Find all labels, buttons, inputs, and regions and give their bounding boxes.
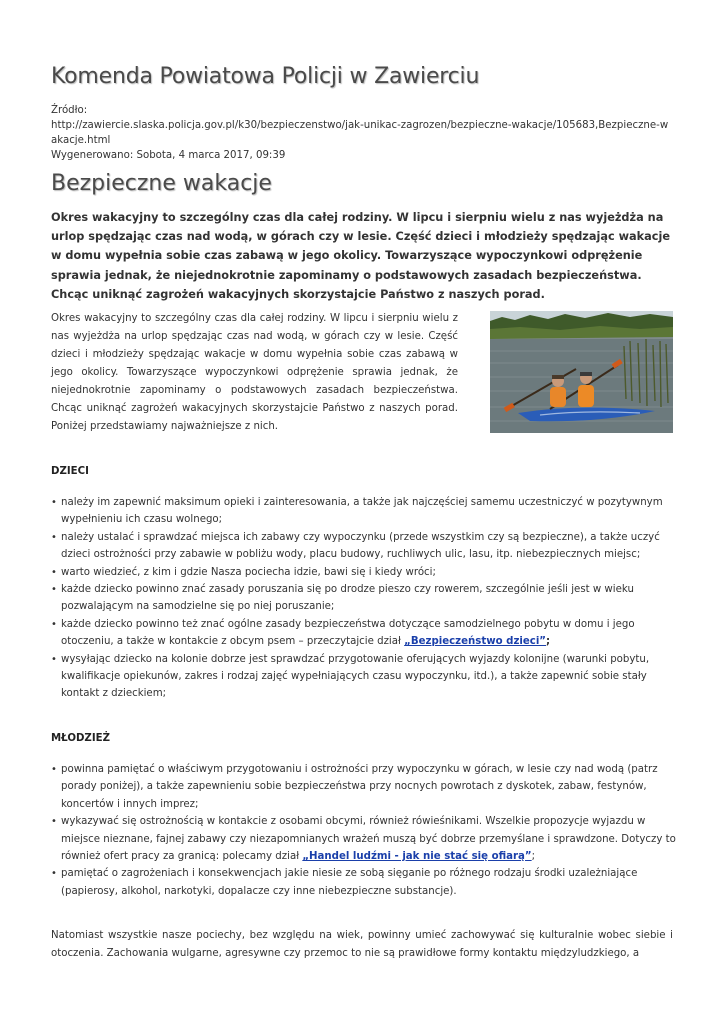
section-heading-youth: MŁODZIEŻ: [51, 733, 110, 744]
intro-block: [51, 310, 673, 436]
source-url[interactable]: http://zawiercie.slaska.policja.gov.pl/k30/bezpieczenstwo/jak-unikac-zagrozen/bezpieczne-wakacje/105683,Bezpieczne-wakacje.html: [51, 120, 669, 146]
site-title: Komenda Powiatowa Policji w Zawierciu: [51, 64, 480, 89]
list-item: [61, 813, 683, 865]
link-human-trafficking[interactable]: „Handel ludźmi - jak nie stać się ofiarą”: [302, 851, 532, 863]
kids-list: [51, 494, 683, 703]
list-item: • należy ustalać i sprawdzać miejsca ich zabawy czy wypoczynku (przede wszystkim czy są bezpieczne), a także uczyć dzieci ostrożności przy zabawie w pobliżu wody, placu budowy, ruchliwych ulic, lasu, itp. niebezpiecznych miejsc;: [61, 529, 683, 564]
kayak-photo: [490, 311, 673, 433]
generated-timestamp: Wygenerowano: Sobota, 4 marca 2017, 09:39: [51, 150, 286, 161]
list-item: • każde dziecko powinno znać zasady poruszania się po drodze pieszo czy rowerem, szczególnie jeśli jest w wieku pozwalającym na samodzielne się po niej poruszanie;: [61, 581, 683, 616]
list-item-text: wykazywać się ostrożnością w kontakcie z osobami obcymi, również rówieśnikami. Wszelkie propozycje wyjazdu w miejsce nieznane, fajnej zabawy czy niezapomnianych wrażeń muszą być dobrze przemyślane i sprawdzone. Dotyczy to również ofert pracy za granicą: polecamy dział: [61, 816, 676, 863]
closing-paragraph: Natomiast wszystkie nasze pociechy, bez względu na wiek, powinny umieć zachowywać się kulturalnie wobec siebie i otoczenia. Zachowania wulgarne, agresywne czy przemoc to nie są prawidłowe formy kontaktu międzyludzkiego, a: [51, 930, 673, 959]
list-item-suffix: ;: [531, 851, 536, 863]
link-child-safety[interactable]: „Bezpieczeństwo dzieci”: [404, 636, 547, 648]
list-item: • pamiętać o zagrożeniach i konsekwencjach jakie niesie ze sobą sięganie po różnego rodzaju środki uzależniające (papierosy, alkohol, narkotyki, dopalacze czy inne niebezpieczne substancje).: [61, 865, 683, 900]
source-label: Źródło:: [51, 105, 88, 116]
source-meta: [51, 103, 673, 163]
article-title: Bezpieczne wakacje: [51, 171, 272, 196]
list-item-suffix: ;: [546, 636, 551, 648]
list-item: • należy im zapewnić maksimum opieki i zainteresowania, a także jak najczęściej samemu uczestniczyć w pozytywnym wypełnieniu ich czasu wolnego;: [61, 494, 683, 529]
article-lead: Okres wakacyjny to szczególny czas dla całej rodziny. W lipcu i sierpniu wielu z nas wyjeżdża na urlop spędzając czas nad wodą, w górach czy w lesie. Część dzieci i młodzieży spędzając wakacje w domu wypełnia sobie czas zabawą w jego okolicy. Towarzyszące wypoczynkowi odprężenie sprawia jednak, że niejednokrotnie zapominamy o podstawowych zasadach bezpieczeństwa. Chcąc uniknąć zagrożeń wakacyjnych skorzystajcie Państwo z naszych porad.: [51, 211, 671, 301]
list-item: [61, 616, 683, 651]
intro-paragraph: Okres wakacyjny to szczególny czas dla całej rodziny. W lipcu i sierpniu wielu z nas wyjeżdża na urlop spędzając czas nad wodą, w górach czy w lesie. Część dzieci i młodzieży spędzając wakacje w domu wypełnia sobie czas zabawą w jego okolicy. Towarzyszące wypoczynkowi odprężenie sprawia jednak, że niejednokrotnie zapominamy o podstawowych zasadach bezpieczeństwa. Chcąc uniknąć zagrożeń wakacyjnych skorzystajcie Państwo z naszych porad. Poniżej przedstawiamy najważniejsze z nich.: [51, 313, 458, 432]
list-item: • wysyłając dziecko na kolonie dobrze jest sprawdzać przygotowanie oferujących wyjazdy kolonijne (warunki pobytu, kwalifikacje opiekunów, zakres i rodzaj zajęć wypełniających czasu wypoczynku, itd.), a także zapewnić sobie stały kontakt z dzieckiem;: [61, 651, 683, 703]
list-item: • warto wiedzieć, z kim i gdzie Nasza pociecha idzie, bawi się i kiedy wróci;: [61, 564, 683, 581]
youth-list: [51, 761, 683, 900]
list-item-text: każde dziecko powinno też znać ogólne zasady bezpieczeństwa dotyczące samodzielnego pobytu w domu i jego otoczeniu, a także w kontakcie z obcym psem – przeczytajcie dział: [61, 618, 635, 648]
section-heading-kids: DZIECI: [51, 466, 89, 477]
list-item: • powinna pamiętać o właściwym przygotowaniu i ostrożności przy wypoczynku w górach, w lesie czy nad wodą (patrz porady poniżej), a także zapewnieniu sobie bezpieczeństwa przy nocnych powrotach z dyskotek, zabaw, festynów, koncertów i innych imprez;: [61, 761, 683, 813]
